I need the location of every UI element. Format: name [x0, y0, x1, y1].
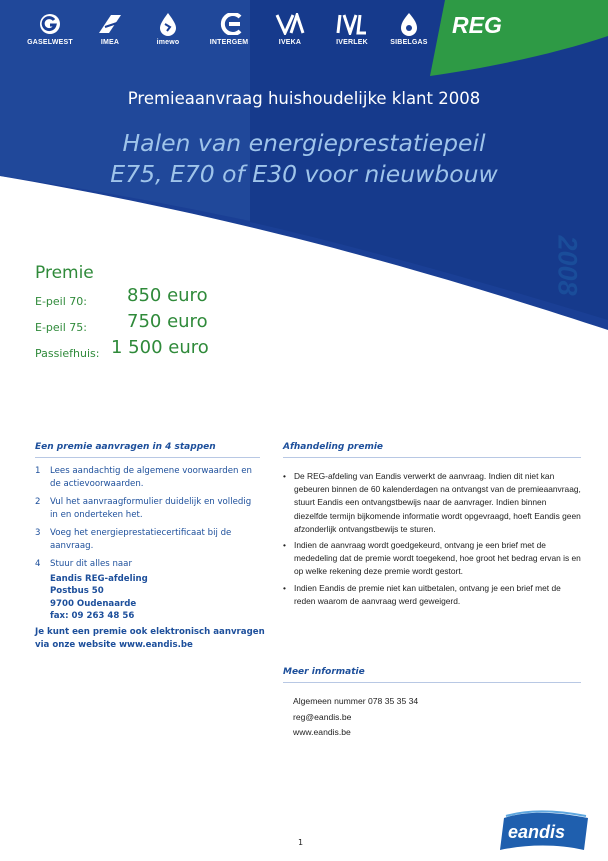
- page-number: 1: [298, 838, 304, 847]
- imea-icon: [95, 13, 125, 35]
- afhandeling-list: [283, 470, 581, 611]
- title-line-1: Halen van energieprestatiepeil: [122, 129, 486, 157]
- premie-heading: Premie: [35, 263, 94, 283]
- imewo-icon: [159, 12, 177, 36]
- logo-imea: [82, 12, 138, 46]
- list-item: [35, 496, 260, 521]
- contact-website: www.eandis.be: [293, 727, 351, 737]
- logo-label: SIBELGAS: [390, 39, 428, 46]
- divider: [283, 682, 581, 683]
- logo-imewo: [140, 12, 196, 46]
- reg-badge: REG: [452, 12, 502, 38]
- iveka-icon: [275, 13, 305, 35]
- step-number: 3: [35, 528, 41, 538]
- logo-label: IMEA: [100, 39, 120, 46]
- logo-intergem: [201, 12, 257, 46]
- premie-value: 1 500 euro: [111, 337, 209, 358]
- page-subtitle: Premieaanvraag huishoudelijke klant 2008: [127, 89, 481, 108]
- premie-label: E-peil 70:: [35, 295, 87, 308]
- logo-gaselwest: [22, 12, 78, 46]
- premie-label: E-peil 75:: [35, 321, 87, 334]
- address-line: Postbus 50: [50, 586, 104, 596]
- divider: [35, 457, 260, 458]
- list-item: • De REG-afdeling van Eandis verwerkt de aanvraag. Indien dit niet kan gebeuren binnen de 60 kalenderdagen na ontvangst van de premieaanvraag, stuurt Eandis een ontvangstbewijs naar de aanvrager. Indien binnen diezelfde termijn bijkomende informatie wordt opgevraagd, hoeft Eandis geen afzonderlijk ontvangstbewijs te sturen.: [283, 470, 581, 536]
- contact-phone: Algemeen nummer 078 35 35 34: [293, 696, 419, 706]
- contact-email: reg@eandis.be: [293, 711, 352, 722]
- title-line-2: E75, E70 of E30 voor nieuwbouw: [110, 160, 498, 188]
- afhandeling-heading: Afhandeling premie: [283, 442, 384, 452]
- premie-row: [35, 285, 208, 309]
- online-note: Je kunt een premie ook elektronisch aanvragen via onze website www.eandis.be: [35, 627, 265, 650]
- year-label: [537, 224, 593, 296]
- contact-block: [293, 694, 418, 741]
- logo-label: GASELWEST: [27, 39, 73, 46]
- gaselwest-icon: [39, 13, 61, 35]
- step-number: 2: [35, 497, 41, 507]
- premie-value: 750 euro: [127, 311, 208, 332]
- premie-value: 850 euro: [127, 285, 208, 306]
- logo-iverlek: [324, 12, 380, 46]
- logo-label: INTERGEM: [209, 39, 249, 46]
- eandis-text: eandis: [508, 822, 566, 842]
- list-item: • Indien Eandis de premie niet kan uitbetalen, ontvang je een brief met de reden waarom de aanvraag werd geweigerd.: [283, 582, 581, 608]
- logo-iveka: [262, 12, 318, 46]
- list-item: [35, 558, 260, 571]
- logo-label: IVERLEK: [336, 39, 368, 46]
- page-title: [0, 128, 608, 190]
- steps-heading: Een premie aanvragen in 4 stappen: [35, 442, 216, 452]
- address-line: Eandis REG-afdeling: [50, 573, 148, 584]
- address-block: [35, 573, 260, 623]
- step-number: 1: [35, 466, 41, 476]
- meer-info-heading: Meer informatie: [283, 667, 365, 677]
- logo-sibelgas: [381, 12, 437, 46]
- premie-label: Passiefhuis:: [35, 347, 100, 360]
- logo-label: IVEKA: [278, 39, 302, 46]
- steps-list: [35, 465, 260, 623]
- year-text: 2008: [552, 235, 583, 296]
- step-text: Vul het aanvraagformulier duidelijk en volledig in en onderteken het.: [50, 497, 252, 520]
- list-item: • Indien de aanvraag wordt goedgekeurd, ontvang je een brief met de mededeling dat de premie wordt toegekend, hoe groot het bedrag ervan is en op welke rekening deze premie wordt gestort.: [283, 539, 581, 579]
- logo-label: imewo: [156, 39, 180, 46]
- premie-row: [35, 337, 209, 361]
- list-item: [35, 527, 260, 552]
- iverlek-icon: [336, 13, 368, 35]
- sibelgas-icon: [399, 12, 419, 36]
- divider: [283, 457, 581, 458]
- step-number: 4: [35, 559, 41, 569]
- address-line: 9700 Oudenaarde: [50, 598, 137, 609]
- step-text: Voeg het energieprestatiecertificaat bij de aanvraag.: [50, 528, 232, 551]
- intergem-icon: [216, 13, 242, 35]
- step-text: Lees aandachtig de algemene voorwaarden en de actievoorwaarden.: [50, 466, 252, 489]
- eandis-logo: [498, 810, 590, 852]
- list-item: [35, 465, 260, 490]
- address-line: fax: 09 263 48 56: [50, 611, 135, 621]
- premie-row: [35, 311, 208, 335]
- step-text: Stuur dit alles naar: [50, 559, 132, 569]
